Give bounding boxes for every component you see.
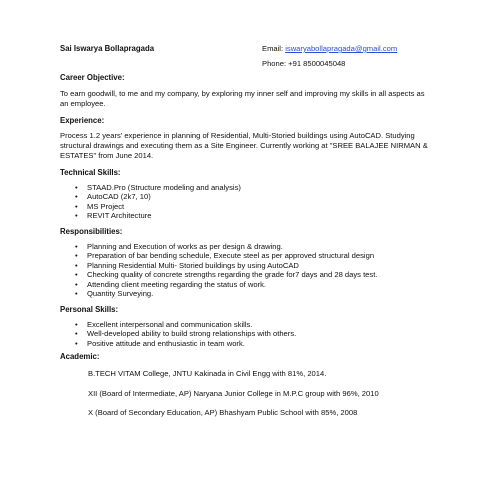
responsibilities-list: [60, 242, 377, 298]
email-label: Email:: [262, 44, 286, 53]
experience-heading: Experience:: [60, 116, 105, 125]
personal-skills-list: [60, 320, 296, 348]
list-item: • Planning and Execution of works as per design & drawing.: [60, 242, 377, 251]
email-link[interactable]: iswaryabollapragada@gmail.com: [285, 44, 398, 53]
academic-item: XII (Board of Intermediate, AP) Naryana Junior College in M.P.C group with 96%, 2010: [88, 389, 379, 398]
career-objective-text: To earn goodwill, to me and my company, by exploring my inner self and improving my skills in all aspects as an employee.: [60, 89, 425, 108]
list-item: • Positive attitude and enthusiastic in team work.: [60, 339, 296, 348]
list-item: • MS Project: [60, 202, 241, 211]
list-item: • Well-developed ability to build strong relationships with others.: [60, 329, 296, 338]
list-item: • AutoCAD (2k7, 10): [60, 192, 241, 201]
list-item: • Planning Residential Multi- Storied buildings by using AutoCAD: [60, 261, 377, 270]
candidate-name: Sai Iswarya Bollapragada: [60, 44, 155, 53]
academic-item: B.TECH VITAM College, JNTU Kakinada in Civil Engg with 81%, 2014.: [88, 369, 327, 378]
career-objective-heading: Career Objective:: [60, 73, 125, 82]
list-item: • Checking quality of concrete strengths regarding the grade for7 days and 28 days test.: [60, 270, 377, 279]
academic-item: X (Board of Secondary Education, AP) Bhashyam Public School with 85%, 2008: [88, 408, 358, 417]
list-item: • REVIT Architecture: [60, 211, 241, 220]
email-line: [262, 44, 397, 54]
list-item: • Preparation of bar bending schedule, Execute steel as per approved structural design: [60, 251, 377, 260]
list-item: • Excellent interpersonal and communication skills.: [60, 320, 296, 329]
list-item: • Attending client meeting regarding the status of work.: [60, 280, 377, 289]
phone-line: Phone: +91 8500045048: [262, 59, 346, 68]
academic-heading: Academic:: [60, 352, 100, 361]
list-item: • Quantity Surveying.: [60, 289, 377, 298]
experience-text: Process 1.2 years' experience in planning of Residential, Multi-Storied buildings using AutoCAD. Studying structural drawings and executing them as a Site Engineer. Currently working at "SREE BALAJEE NIRMAN & ESTATES" from June 2014.: [60, 131, 428, 160]
technical-skills-heading: Technical Skills:: [60, 168, 121, 177]
personal-skills-heading: Personal Skills:: [60, 305, 119, 314]
technical-skills-list: [60, 183, 241, 221]
responsibilities-heading: Responsibilities:: [60, 227, 123, 236]
list-item: • STAAD.Pro (Structure modeling and analysis): [60, 183, 241, 192]
